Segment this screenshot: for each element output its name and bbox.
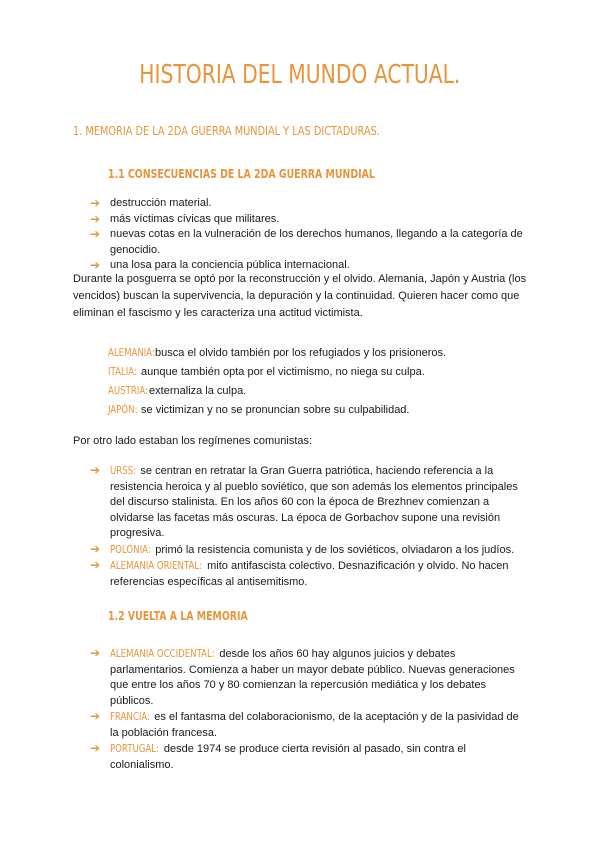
subsection-heading-1-2: 1.2 VUELTA A LA MEMORIA — [108, 608, 248, 623]
document-title: HISTORIA DEL MUNDO ACTUAL. — [139, 60, 461, 90]
country-line-austria — [108, 384, 246, 397]
list-item — [90, 741, 530, 773]
paragraph-posguerra: Durante la posguerra se optó por la reconstrucción y el olvido. Alemania, Japón y Austria (los vencidos) buscan la supervivencia, la depuración y la continuidad. Quieren hacer como que eliminan el fascismo y les caracteriza una actitud victimista. — [73, 273, 527, 319]
list-item: ➔ más víctimas cívicas que militares. — [90, 211, 280, 226]
arrow-right-icon: ➔ — [90, 463, 101, 477]
paragraph-comunistas: Por otro lado estaban los regímenes comunistas: — [73, 435, 313, 447]
list-item — [90, 542, 530, 559]
country-text: busca el olvido también por los refugiados y los prisioneros. — [152, 347, 447, 359]
consequences-list — [90, 196, 530, 274]
country-label: JAPÓN: — [108, 403, 138, 416]
arrow-right-icon: ➔ — [90, 741, 101, 755]
arrow-right-icon: ➔ — [90, 709, 101, 723]
arrow-right-icon: ➔ — [90, 646, 101, 660]
arrow-right-icon: ➔ — [90, 211, 101, 226]
arrow-right-icon: ➔ — [90, 258, 101, 272]
country-text: desde 1974 se produce cierta revisión al pasado, sin contra el colonialismo. — [110, 743, 466, 771]
country-text: externaliza la culpa. — [146, 385, 247, 397]
list-item: ➔ una losa para la conciencia pública internacional. — [90, 258, 350, 272]
subsection-heading-1-1: 1.1 CONSECUENCIAS DE LA 2DA GUERRA MUNDIAL — [108, 166, 375, 181]
country-label: AUSTRIA: — [108, 384, 148, 397]
country-text: desde los años 60 hay algunos juicios y debates parlamentarios. Comienza a haber un mayor debate público. Nuevas generaciones que entre los años 70 y 80 comienzan la repercusión mediática y los debates públicos. — [110, 648, 515, 707]
section-heading-1: 1. MEMORIA DE LA 2DA GUERRA MUNDIAL Y LAS DICTADURAS. — [73, 123, 380, 138]
country-label: URSS: — [110, 464, 137, 477]
country-label: PORTUGAL: — [110, 742, 159, 755]
list-item: ➔ destrucción material. — [90, 196, 212, 210]
country-text: aunque también opta por el victimismo, no niega su culpa. — [138, 366, 425, 378]
country-text: es el fantasma del colaboracionismo, de la aceptación y de la pasividad de la población francesa. — [110, 711, 519, 739]
arrow-right-icon: ➔ — [90, 558, 101, 572]
country-line-alemania — [108, 346, 446, 359]
communist-list — [90, 463, 530, 590]
list-item — [90, 463, 530, 542]
country-line-italia — [108, 365, 425, 378]
list-item — [90, 558, 530, 590]
list-item: ➔ nuevas cotas en la vulneración de los derechos humanos, llegando a la categoría de genocidio. — [90, 227, 523, 256]
country-line-japon — [108, 403, 409, 416]
country-label: ALEMANIA ORIENTAL: — [110, 559, 203, 572]
country-label: ALEMANIA: — [108, 346, 155, 359]
country-text: se victimizan y no se pronuncian sobre su culpabilidad. — [138, 404, 410, 416]
arrow-right-icon: ➔ — [90, 196, 101, 210]
country-label: POLONIA: — [110, 542, 151, 556]
arrow-right-icon: ➔ — [90, 541, 101, 556]
country-label: ALEMANIA OCCIDENTAL: — [110, 647, 215, 660]
country-label: ITALIA: — [108, 365, 137, 378]
country-text: primó la resistencia comunista y de los soviéticos, olviadaron a los judíos. — [152, 543, 515, 556]
list-item — [90, 709, 530, 741]
country-label: FRANCIA: — [110, 710, 150, 723]
list-item — [90, 646, 530, 709]
memory-list — [90, 646, 530, 773]
country-text: se centran en retratar la Gran Guerra patriótica, haciendo referencia a la resistencia heroica y al pueblo soviético, que son además los elementos principales del discurso stalinista. En los años 60 con la época de Brezhnev comienzan a olvidarse las facetas más oscuras. La época de Gorbachov supone una revisión progresiva. — [110, 465, 518, 539]
arrow-right-icon: ➔ — [90, 227, 101, 241]
country-text: mito antifascista colectivo. Desnazificación y olvido. No hacen referencias específicas al antisemitismo. — [110, 560, 509, 588]
